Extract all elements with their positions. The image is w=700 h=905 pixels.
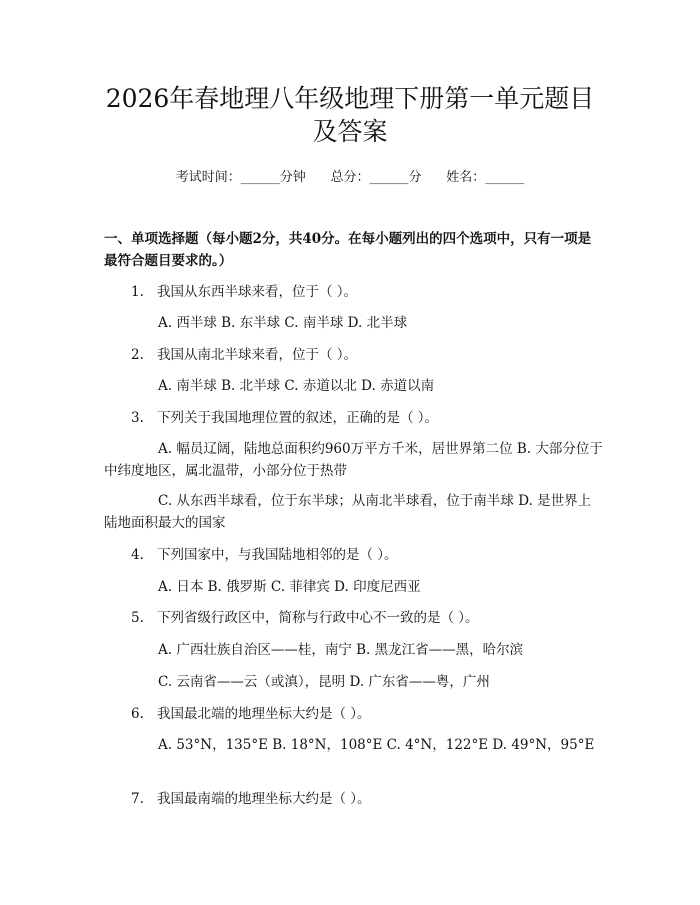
question-stem: 我国从东西半球来看，位于（ ）。 <box>157 284 358 300</box>
section-heading: 一、单项选择题（每小题2分，共40分。在每小题列出的四个选项中，只有一项是最符合题目要求的。） <box>104 231 592 269</box>
question-5 <box>131 608 479 628</box>
document-title <box>90 82 610 148</box>
question-5-options-cd: C. 云南省——云（或滇），昆明 D. 广东省——粤，广州 <box>158 674 490 690</box>
question-stem: 下列省级行政区中，简称与行政中心不一致的是（ ）。 <box>157 610 479 626</box>
question-6-options: A. 53°N，135°E B. 18°N，108°E C. 4°N，122°E D. 49°N，95°E <box>158 737 595 753</box>
question-3-options-cd: C. 从东西半球看，位于东半球；从南北半球看，位于南半球 D. 是世界上陆地面积最大的国家 <box>104 493 592 531</box>
title-line-1: 2026年春地理八年级地理下册第一单元题目 <box>105 84 595 113</box>
question-4 <box>131 545 398 565</box>
question-1 <box>131 282 357 302</box>
question-stem: 我国从南北半球来看，位于（ ）。 <box>157 347 358 363</box>
question-3 <box>131 408 438 428</box>
question-number: 3. <box>131 410 144 426</box>
question-stem: 我国最北端的地理坐标大约是（ ）。 <box>157 706 371 722</box>
question-stem: 我国最南端的地理坐标大约是（ ）。 <box>157 791 371 807</box>
question-1-options: A. 西半球 B. 东半球 C. 南半球 D. 北半球 <box>158 315 408 331</box>
question-number: 6. <box>131 706 144 722</box>
question-number: 1. <box>131 284 144 300</box>
question-2 <box>131 345 357 365</box>
question-number: 4. <box>131 547 144 563</box>
question-number: 2. <box>131 347 144 363</box>
question-4-options: A. 日本 B. 俄罗斯 C. 菲律宾 D. 印度尼西亚 <box>158 579 421 595</box>
question-number: 7. <box>131 791 144 807</box>
question-6 <box>131 704 371 724</box>
question-number: 5. <box>131 610 144 626</box>
question-2-options: A. 南半球 B. 北半球 C. 赤道以北 D. 赤道以南 <box>158 378 435 394</box>
question-7 <box>131 789 371 809</box>
question-3-options-ab: A. 幅员辽阔，陆地总面积约960万平方千米，居世界第二位 B. 大部分位于中纬度地区，属北温带，小部分位于热带 <box>104 441 603 479</box>
question-stem: 下列国家中，与我国陆地相邻的是（ ）。 <box>157 547 398 563</box>
question-5-options-ab: A. 广西壮族自治区——桂，南宁 B. 黑龙江省——黑，哈尔滨 <box>158 642 524 658</box>
exam-info-line: 考试时间：______分钟 总分：______分 姓名：______ <box>175 170 525 185</box>
question-stem: 下列关于我国地理位置的叙述，正确的是（ ）。 <box>157 410 439 426</box>
title-line-2: 及答案 <box>312 117 388 146</box>
